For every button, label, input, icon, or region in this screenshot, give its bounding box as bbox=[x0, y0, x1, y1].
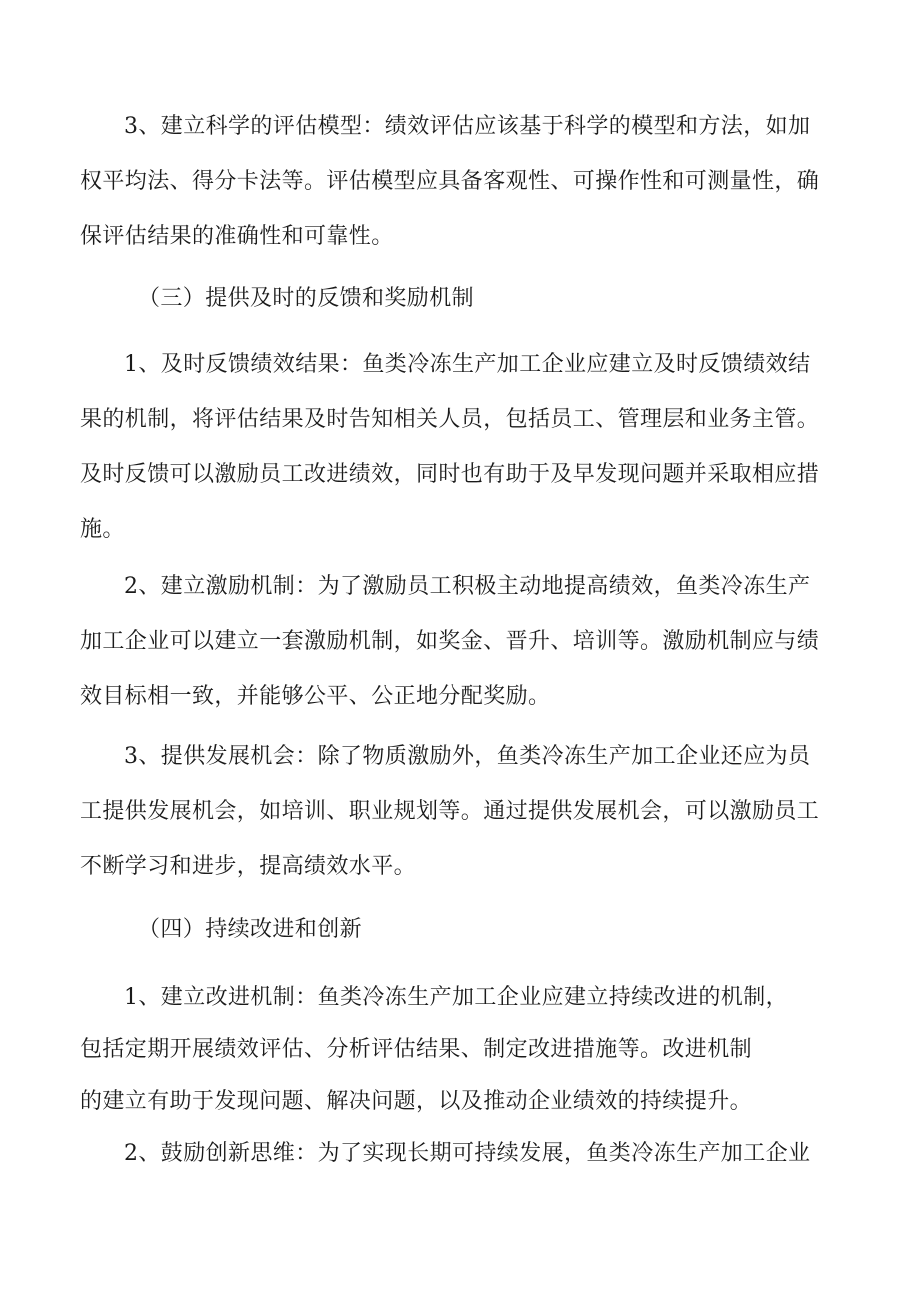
text-line: 的建立有助于发现问题、解决问题，以及推动企业绩效的持续提升。 bbox=[80, 1089, 753, 1114]
section-heading-feedback-rewards: （三）提供及时的反馈和奖励机制 bbox=[138, 286, 475, 311]
text-line: 工提供发展机会，如培训、职业规划等。通过提供发展机会，可以激励员工 bbox=[80, 799, 820, 824]
paragraph-innovation-thinking bbox=[80, 1126, 844, 1181]
text-line: 3、建立科学的评估模型：绩效评估应该基于科学的模型和方法，如加 bbox=[124, 114, 811, 139]
text-line: 保评估结果的准确性和可靠性。 bbox=[80, 224, 394, 249]
paragraph-incentive-mechanism bbox=[80, 559, 844, 724]
text-line: 2、鼓励创新思维：为了实现长期可持续发展，鱼类冷冻生产加工企业 bbox=[124, 1141, 811, 1166]
text-line: 权平均法、得分卡法等。评估模型应具备客观性、可操作性和可测量性，确 bbox=[80, 169, 820, 194]
text-line: 包括定期开展绩效评估、分析评估结果、制定改进措施等。改进机制 bbox=[80, 1037, 753, 1062]
text-line: 及时反馈可以激励员工改进绩效，同时也有助于及早发现问题并采取相应措 bbox=[80, 462, 820, 487]
text-line: 1、及时反馈绩效结果：鱼类冷冻生产加工企业应建立及时反馈绩效结 bbox=[124, 352, 811, 377]
paragraph-timely-feedback bbox=[80, 337, 844, 557]
text-line: 3、提供发展机会：除了物质激励外，鱼类冷冻生产加工企业还应为员 bbox=[124, 744, 811, 769]
text-line: 2、建立激励机制：为了激励员工积极主动地提高绩效，鱼类冷冻生产 bbox=[124, 574, 811, 599]
text-line: 1、建立改进机制：鱼类冷冻生产加工企业应建立持续改进的机制， bbox=[124, 985, 788, 1010]
text-line: 加工企业可以建立一套激励机制，如奖金、晋升、培训等。激励机制应与绩 bbox=[80, 629, 820, 654]
paragraph-improvement-mechanism bbox=[80, 972, 844, 1128]
text-line: 施。 bbox=[80, 517, 125, 542]
text-line: 果的机制，将评估结果及时告知相关人员，包括员工、管理层和业务主管。 bbox=[80, 407, 820, 432]
section-heading-continuous-improvement: （四）持续改进和创新 bbox=[138, 917, 363, 942]
text-line: 效目标相一致，并能够公平、公正地分配奖励。 bbox=[80, 684, 551, 709]
paragraph-development-opportunities bbox=[80, 729, 844, 894]
paragraph-evaluation-model bbox=[80, 99, 844, 264]
text-line: 不断学习和进步，提高绩效水平。 bbox=[80, 854, 417, 879]
